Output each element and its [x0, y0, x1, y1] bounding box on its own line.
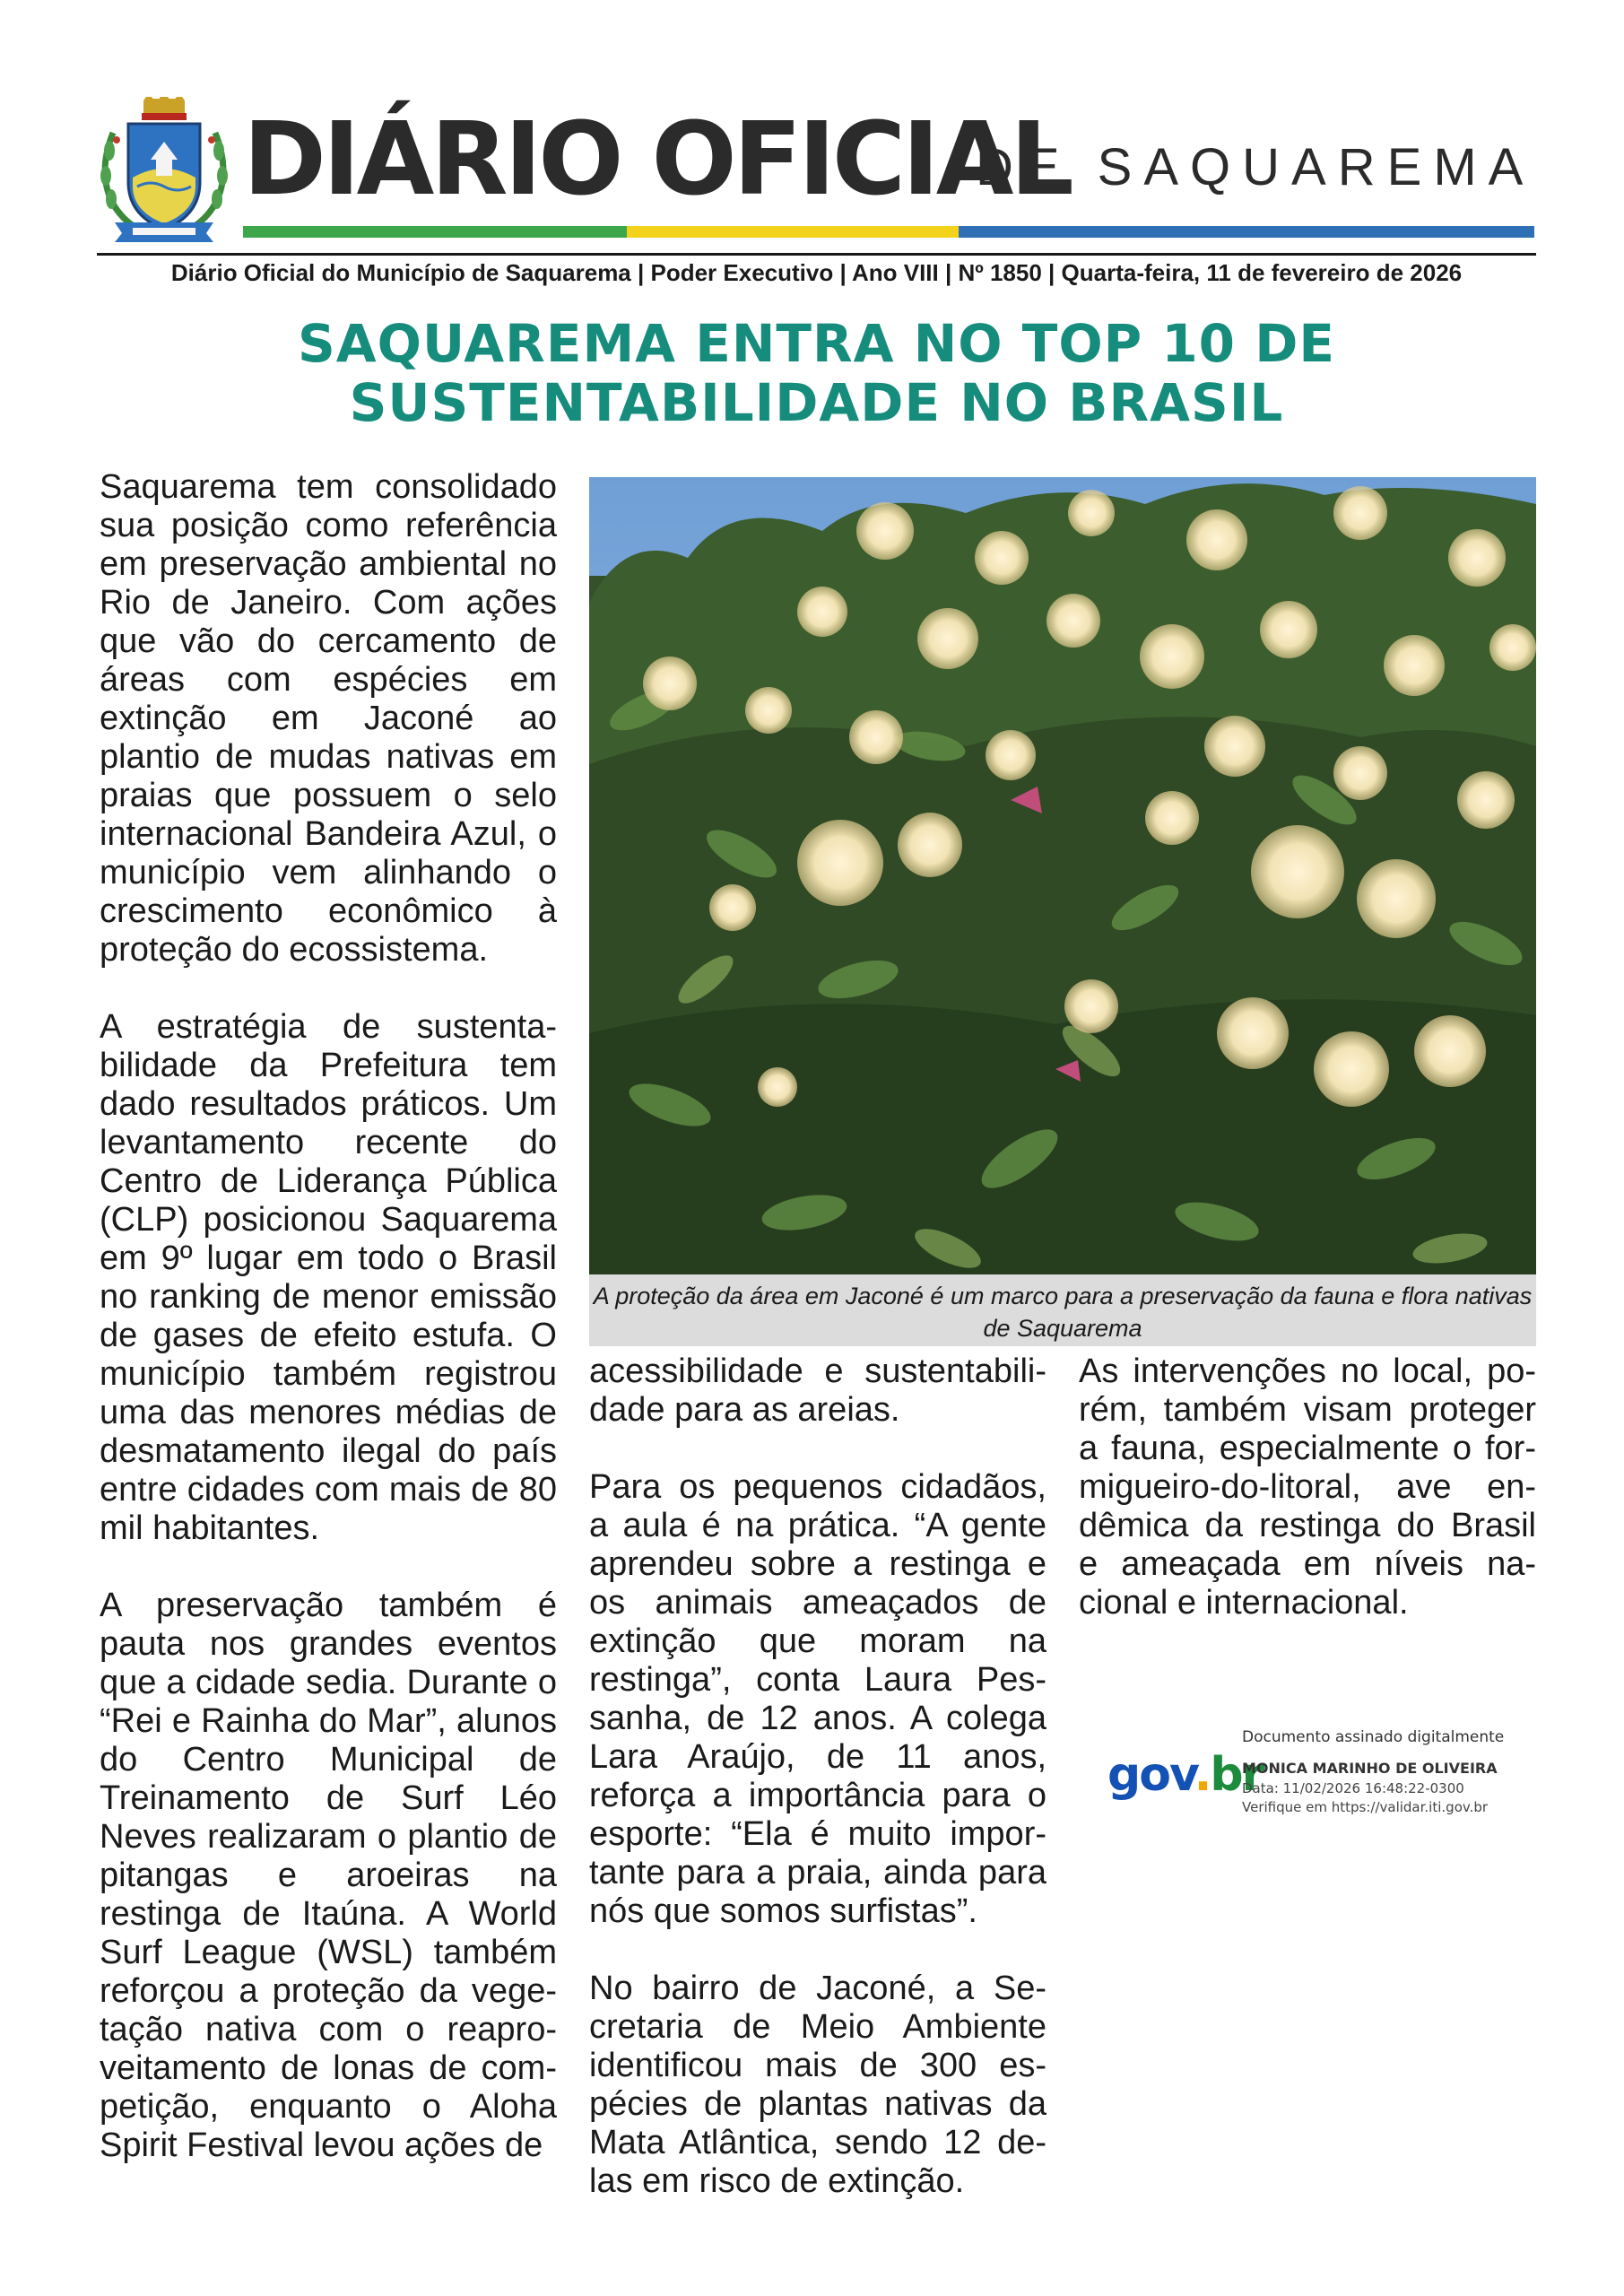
article-headline — [97, 314, 1536, 432]
signer-name: MONICA MARINHO DE OLIVEIRA — [1242, 1760, 1498, 1777]
article-paragraph: A estratégia de sustentabilidade da Prefeitura tem dado resultados práticos. Um levantamento recente do Centro de Liderança Pública (CLP) posicionou Saquarema em 9º lugar em todo o Brasil no ranking de menor emissão de gases de efeito estufa. O município também registrou uma das menores médias de desmatamento ilegal do país entre cidades com mais de 80 mil habitantes. — [100, 1008, 557, 1547]
gov-br-logo — [1107, 1748, 1264, 1802]
gov-br-logo-gov: gov — [1107, 1748, 1194, 1802]
headline-line: SAQUAREMA ENTRA NO TOP 10 DE — [298, 313, 1335, 374]
article-paragraph: Saquarema tem consolidado sua posição como referência em preservação ambiental no Rio de Janeiro. Com ações que vão do cercamento de áreas com espécies em extinção em Jaconé ao plantio de mudas nativas em praias que possuem o selo internacional Bandeira Azul, o município vem alinhando o crescimento econômico à proteção do ecossistema. — [100, 468, 557, 969]
signature-heading: Documento assinado digitalmente — [1242, 1728, 1505, 1746]
municipal-crest-icon — [97, 97, 231, 245]
stripe-yellow — [627, 226, 959, 238]
article-column-3 — [1079, 1352, 1536, 1622]
header-divider — [97, 253, 1536, 256]
article-paragraph: Para os pequenos cidadãos, a aula é na prática. “A gente aprendeu sobre a restinga e os animais ameaçados de extinção que moram na restinga”, conta Laura Pessanha, de 12 anos. A colega Lara Araújo, de 11 anos, reforça a importância para o esporte: “Ela é muito importante para a praia, ainda para nós que somos surfistas”. — [589, 1468, 1046, 1930]
article-column-1 — [100, 468, 557, 2165]
article-paragraph: A preservação também é pauta nos grandes eventos que a cidade sedia. Durante o “Rei e Rainha do Mar”, alunos do Centro Municipal de Treinamento de Surf Léo Neves realizaram o plantio de pitangas e aroeiras na restinga de Itaúna. A World Surf League (WSL) também reforçou a proteção da vegetação nativa com o reaproveitamento de lonas de competição, enquanto o Aloha Spirit Festival levou ações de — [100, 1587, 557, 2164]
stripe-blue — [959, 226, 1534, 238]
flowering-shrub-image — [589, 477, 1536, 1274]
article-paragraph: acessibilidade e sustentabilidade para as areias. — [589, 1352, 1046, 1429]
tricolor-stripe — [243, 226, 1534, 238]
gov-br-logo-br: br — [1210, 1748, 1264, 1802]
gov-br-logo-dot: . — [1194, 1748, 1211, 1802]
headline-line: SUSTENTABILIDADE NO BRASIL — [349, 372, 1284, 433]
photo-caption: A proteção da área em Jaconé é um marco para a preservação da fauna e flora nativas de Saquarema — [589, 1274, 1536, 1346]
article-photo — [589, 477, 1536, 1274]
stripe-green — [243, 226, 627, 238]
newspaper-subtitle: DE SAQUAREMA — [976, 138, 1535, 196]
signature-date: Data: 11/02/2026 16:48:22-0300 — [1242, 1780, 1464, 1796]
newspaper-title: DIÁRIO OFICIAL — [243, 101, 1071, 218]
article-column-2 — [589, 1352, 1046, 2201]
signature-verify-link[interactable]: Verifique em https://validar.iti.gov.br — [1242, 1799, 1489, 1815]
issue-info-line: Diário Oficial do Município de Saquarema | Poder Executivo | Ano VIII | Nº 1850 | Quarta-feira, 11 de fevereiro de 2026 — [170, 259, 1463, 286]
article-paragraph: No bairro de Jaconé, a Secretaria de Meio Ambiente identificou mais de 300 espécies de plantas nativas da Mata Atlântica, sendo 12 delas em risco de extinção. — [589, 1970, 1046, 2200]
article-paragraph: As intervenções no local, porém, também visam proteger a fauna, especialmente o formigueiro-do-litoral, ave endêmica da restinga do Brasil e ameaçada em níveis nacional e internacional. — [1079, 1352, 1536, 1622]
masthead — [97, 97, 1536, 240]
digital-signature-stamp — [1107, 1719, 1529, 1822]
